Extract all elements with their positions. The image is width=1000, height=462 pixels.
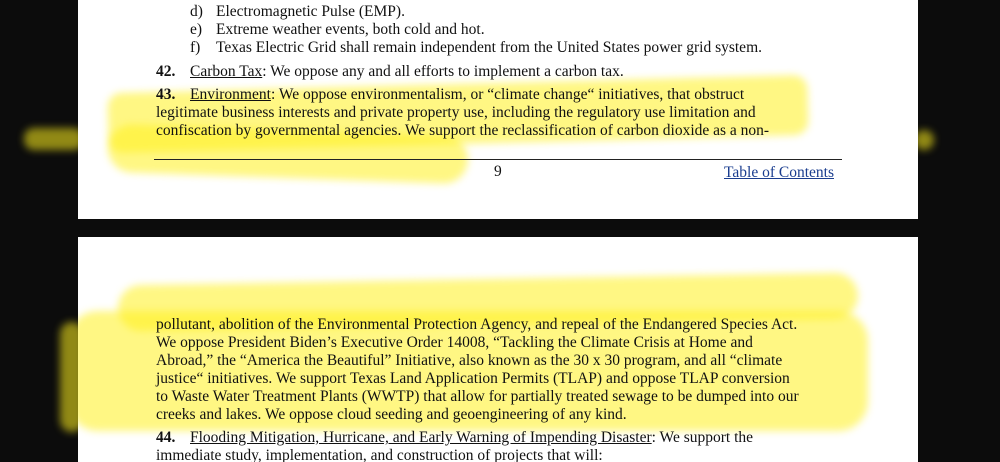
highlight-stroke-left-top <box>24 128 84 150</box>
continued-line-6: creeks and lakes. We oppose cloud seeding and geoengineering of any kind. <box>156 406 627 423</box>
item-43-environment: 43. Environment: We oppose environmentalism, or “climate change“ initiatives, that obstruct <box>156 86 745 103</box>
continued-line-1: pollutant, abolition of the Environmental Protection Agency, and repeal of the Endangered Species Act. <box>156 316 798 333</box>
item-43-line-2: legitimate business interests and private property use, including the regulatory use limitation and <box>156 104 756 121</box>
continued-line-3: Abroad,” the “America the Beautiful” Initiative, also known as the 30 x 30 program, and all “climate <box>156 352 783 369</box>
item-44-flooding-mitigation: 44. Flooding Mitigation, Hurricane, and Early Warning of Impending Disaster: We support the <box>156 429 754 446</box>
document-page-10 <box>78 237 918 462</box>
list-item-e: e) Extreme weather events, both cold and hot. <box>190 21 485 38</box>
table-of-contents-link[interactable]: Table of Contents <box>724 164 834 181</box>
continued-line-5: to Waste Water Treatment Plants (WWTP) that allow for partially treated sewage to be dumped into our <box>156 388 799 405</box>
page-number: 9 <box>494 163 502 180</box>
document-page-9 <box>78 0 918 219</box>
continued-line-2: We oppose President Biden’s Executive Order 14008, “Tackling the Climate Crisis at Home and <box>156 334 753 351</box>
item-43-line-3: confiscation by governmental agencies. We support the reclassification of carbon dioxide as a non- <box>156 122 770 139</box>
list-item-d: d) Electromagnetic Pulse (EMP). <box>190 3 405 20</box>
footer-divider <box>154 159 842 160</box>
continued-line-4: justice“ initiatives. We support Texas Land Application Permits (TLAP) and oppose TLAP conversion <box>156 370 790 387</box>
item-42-carbon-tax: 42. Carbon Tax: We oppose any and all efforts to implement a carbon tax. <box>156 63 624 80</box>
list-item-f: f) Texas Electric Grid shall remain independent from the United States power grid system. <box>190 39 762 56</box>
item-44-line-2: immediate study, implementation, and construction of projects that will: <box>156 447 603 462</box>
